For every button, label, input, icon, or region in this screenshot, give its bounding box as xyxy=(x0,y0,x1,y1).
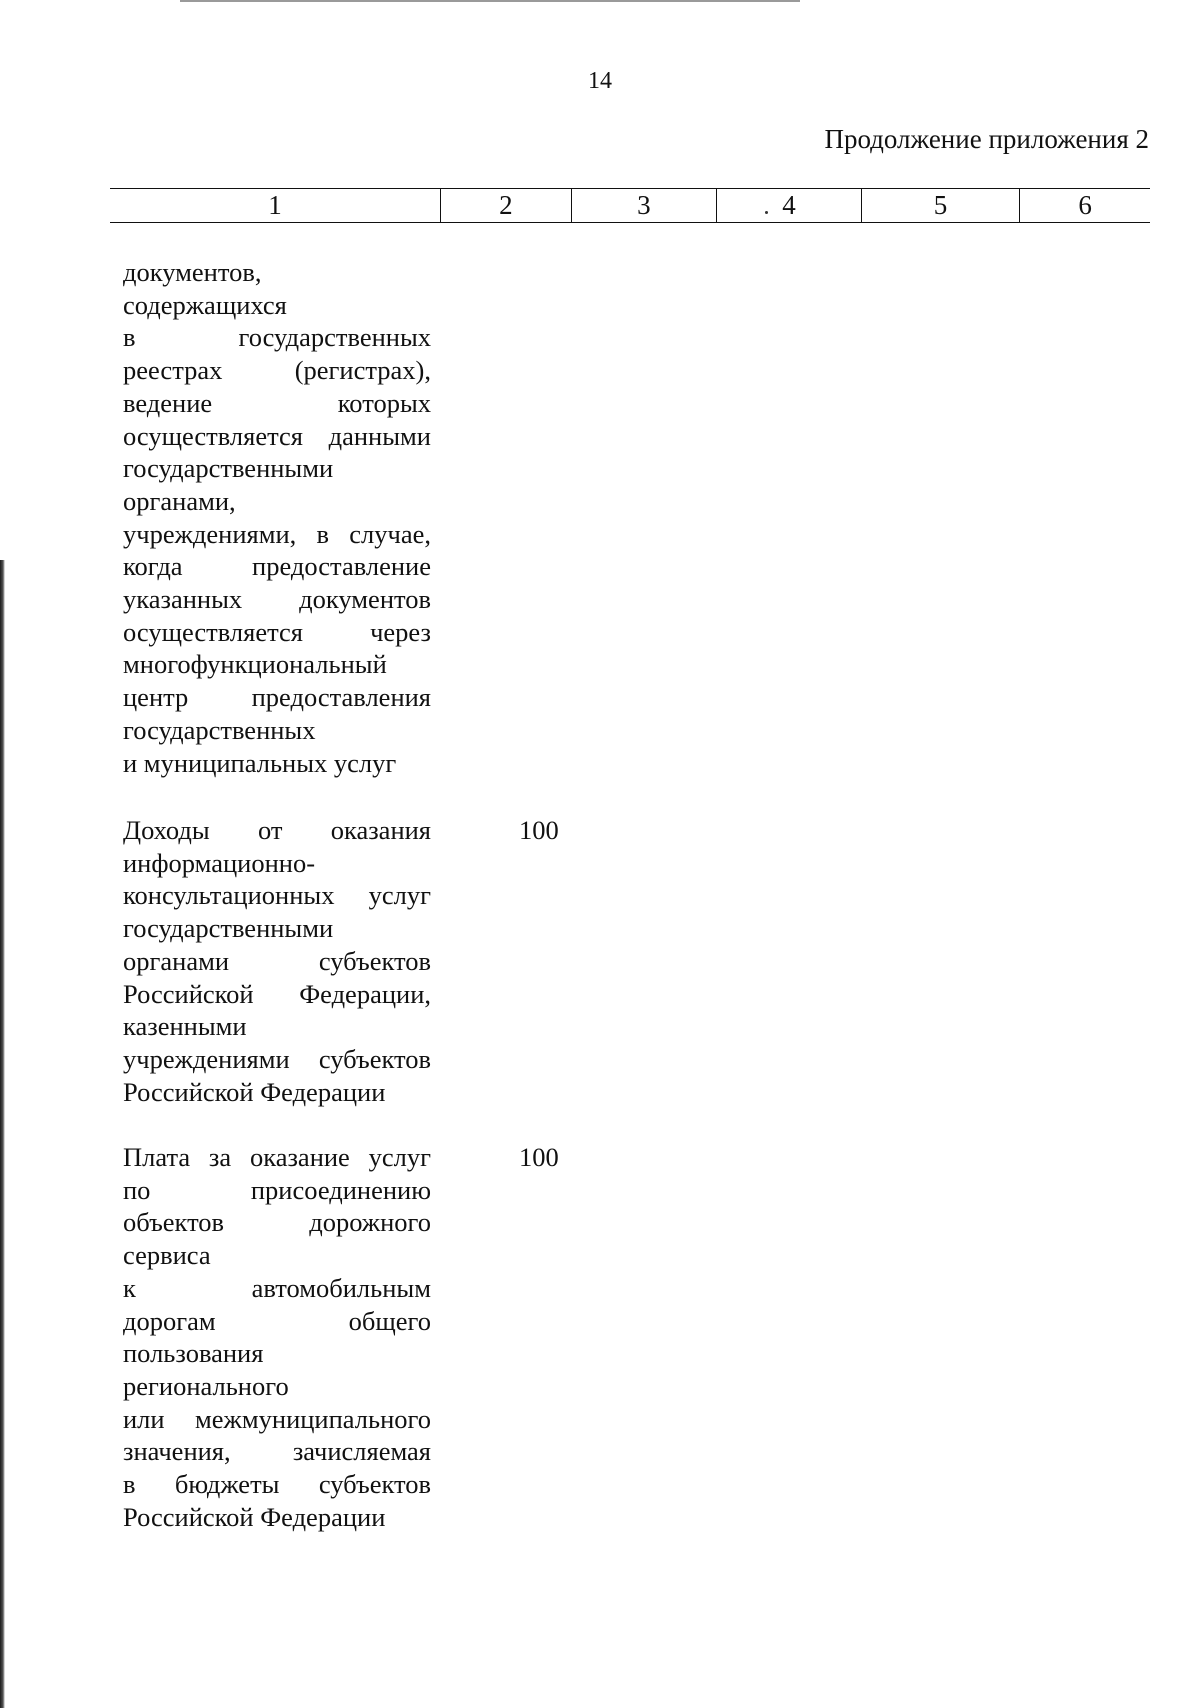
scan-edge-top xyxy=(180,0,800,2)
row-3-col-2-value: 100 xyxy=(519,1142,559,1172)
scan-speck xyxy=(765,211,768,214)
row-line: объектов дорожного xyxy=(123,1207,431,1238)
scan-edge-left xyxy=(0,560,5,1708)
row-line: учреждениями, в случае, xyxy=(123,518,431,549)
row-line: информационно- xyxy=(123,847,316,878)
header-col-3: 3 xyxy=(571,189,717,223)
row-line: регионального xyxy=(123,1370,289,1401)
table-row-1-description xyxy=(123,256,431,779)
row-line: учреждениями субъектов xyxy=(123,1043,431,1074)
row-line: Доходы от оказания xyxy=(123,815,431,845)
row-line: сервиса xyxy=(123,1240,211,1271)
row-line: пользования xyxy=(123,1338,264,1369)
table-row-3-description xyxy=(123,1141,431,1533)
row-line: дорогам общего xyxy=(123,1305,431,1336)
row-line: к автомобильным xyxy=(123,1272,431,1303)
row-line: когда предоставление xyxy=(123,551,431,582)
row-line: в бюджеты субъектов xyxy=(123,1469,431,1500)
row-line: по присоединению xyxy=(123,1174,431,1205)
row-line: осуществляется данными xyxy=(123,420,431,451)
row-line: Российской Федерации xyxy=(123,1501,386,1532)
row-line: казенными xyxy=(123,1011,247,1042)
row-line: значения, зачисляемая xyxy=(123,1436,431,1467)
header-col-2: 2 xyxy=(441,189,572,223)
row-line: реестрах (регистрах), xyxy=(123,355,431,386)
row-2-col-2-value: 100 xyxy=(519,815,559,845)
annex-caption: Продолжение приложения 2 xyxy=(824,124,1149,154)
row-line: в государственных xyxy=(123,322,431,353)
header-col-5: 5 xyxy=(861,189,1020,223)
row-line: Плата за оказание услуг xyxy=(123,1142,431,1172)
row-line: государственных xyxy=(123,714,316,745)
row-line: Российской Федерации xyxy=(123,1076,386,1107)
row-line: документов, xyxy=(123,257,262,287)
row-line: Российской Федерации, xyxy=(123,978,431,1009)
row-line: государственными xyxy=(123,453,334,484)
header-col-4-label: 4 xyxy=(782,190,796,220)
row-line: указанных документов xyxy=(123,584,431,615)
row-line: содержащихся xyxy=(123,289,287,320)
row-line: государственными xyxy=(123,913,334,944)
row-line: центр предоставления xyxy=(123,682,431,713)
row-line: многофункциональный xyxy=(123,649,387,680)
header-col-4 xyxy=(717,189,862,223)
row-line: или межмуниципального xyxy=(123,1403,431,1434)
row-line: органами субъектов xyxy=(123,945,431,976)
table-row-2-description xyxy=(123,814,431,1108)
row-line: ведение которых xyxy=(123,387,431,418)
page-number: 14 xyxy=(588,68,612,94)
row-line: и муниципальных услуг xyxy=(123,747,397,778)
column-number-header xyxy=(110,188,1150,223)
row-line: консультационных услуг xyxy=(123,880,431,911)
header-col-1: 1 xyxy=(110,189,441,223)
header-col-6: 6 xyxy=(1020,189,1150,223)
header-row xyxy=(110,189,1150,223)
row-line: органами, xyxy=(123,485,236,516)
row-line: осуществляется через xyxy=(123,616,431,647)
